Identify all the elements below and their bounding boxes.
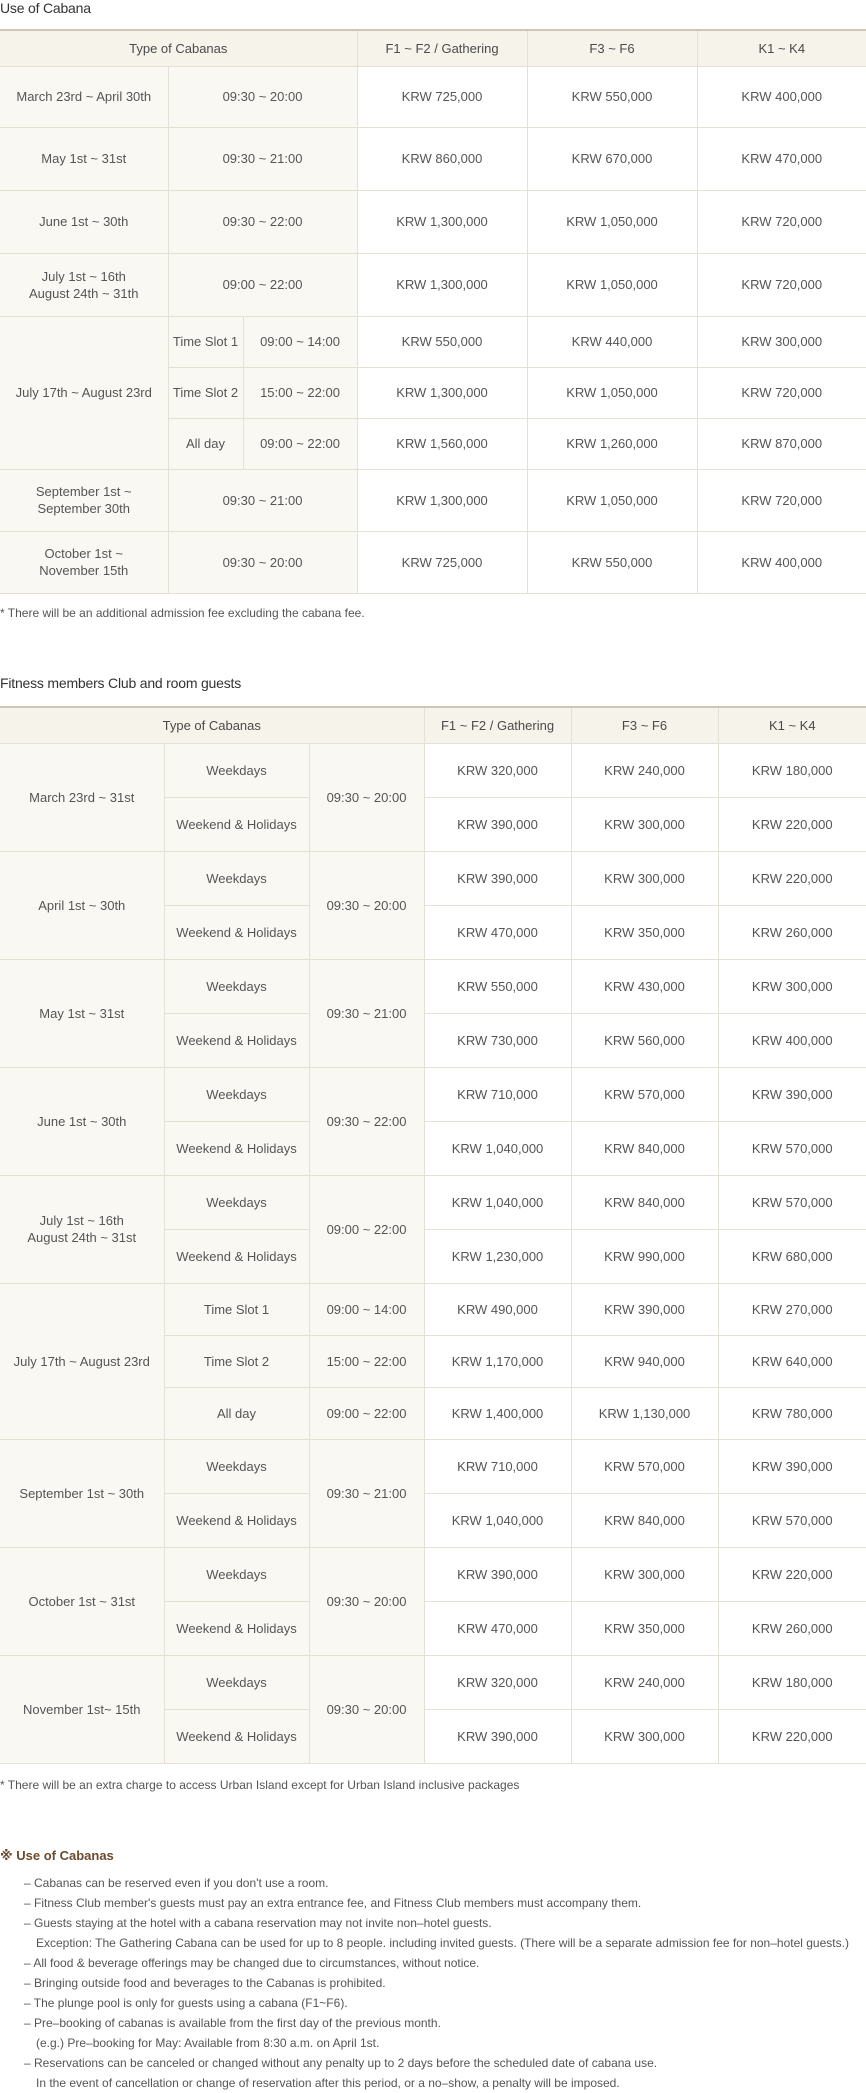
period-cell: September 1st ~ 30th	[0, 1439, 164, 1547]
table-row	[0, 253, 866, 316]
rule-subtext: In the event of cancellation or change of reservation after this period, or a no–show, a penalty will be imposed.	[36, 2076, 620, 2090]
price-f3-f6: KRW 300,000	[571, 1709, 718, 1763]
price-k1-k4: KRW 570,000	[718, 1493, 866, 1547]
price-k1-k4: KRW 180,000	[718, 743, 866, 797]
price-f3-f6: KRW 350,000	[571, 905, 718, 959]
price-f3-f6: KRW 240,000	[571, 1655, 718, 1709]
day-type-cell: Weekend & Holidays	[164, 797, 309, 851]
period-cell	[0, 469, 168, 531]
period-cell: July 17th ~ August 23rd	[0, 1283, 164, 1439]
price-f3-f6: KRW 440,000	[527, 316, 697, 367]
cabana-rates-table	[0, 29, 866, 594]
period-cell	[0, 1175, 164, 1283]
header-type: Type of Cabanas	[0, 30, 357, 66]
time-cell: 09:30 ~ 21:00	[168, 127, 357, 190]
rule-text: – Fitness Club member's guests must pay an extra entrance fee, and Fitness Club members must accompany them.	[24, 1896, 642, 1910]
price-f3-f6: KRW 840,000	[571, 1493, 718, 1547]
price-f3-f6: KRW 940,000	[571, 1335, 718, 1387]
period-cell: June 1st ~ 30th	[0, 1067, 164, 1175]
time-cell: 09:00 ~ 22:00	[309, 1175, 424, 1283]
time-cell: 09:30 ~ 21:00	[168, 469, 357, 531]
rule-item	[24, 1913, 849, 1953]
day-type-cell: Weekdays	[164, 1547, 309, 1601]
day-type-cell: Weekend & Holidays	[164, 905, 309, 959]
price-f3-f6: KRW 350,000	[571, 1601, 718, 1655]
day-type-cell: Weekdays	[164, 851, 309, 905]
price-f1-f2: KRW 860,000	[357, 127, 527, 190]
period-line: November 15th	[39, 563, 129, 578]
price-f1-f2: KRW 725,000	[357, 531, 527, 593]
time-cell: 09:30 ~ 20:00	[309, 1655, 424, 1763]
price-k1-k4: KRW 870,000	[697, 418, 866, 469]
slot-cell: All day	[164, 1387, 309, 1439]
day-type-cell: Weekdays	[164, 1175, 309, 1229]
price-k1-k4: KRW 300,000	[718, 959, 866, 1013]
price-k1-k4: KRW 260,000	[718, 905, 866, 959]
table-header-row	[0, 707, 866, 743]
price-f3-f6: KRW 570,000	[571, 1439, 718, 1493]
header-f1-f2: F1 ~ F2 / Gathering	[357, 30, 527, 66]
price-k1-k4: KRW 570,000	[718, 1175, 866, 1229]
price-f1-f2: KRW 1,300,000	[357, 190, 527, 253]
price-f3-f6: KRW 430,000	[571, 959, 718, 1013]
price-f3-f6: KRW 550,000	[527, 531, 697, 593]
price-f3-f6: KRW 550,000	[527, 66, 697, 127]
table-row	[0, 851, 866, 905]
day-type-cell: Weekdays	[164, 1067, 309, 1121]
period-cell: May 1st ~ 31st	[0, 959, 164, 1067]
price-f1-f2: KRW 1,040,000	[424, 1493, 571, 1547]
rule-text: – The plunge pool is only for guests using a cabana (F1~F6).	[24, 1996, 348, 2010]
price-f1-f2: KRW 1,560,000	[357, 418, 527, 469]
price-f1-f2: KRW 1,040,000	[424, 1175, 571, 1229]
day-type-cell: Weekdays	[164, 1439, 309, 1493]
header-f3-f6: F3 ~ F6	[571, 707, 718, 743]
price-f3-f6: KRW 300,000	[571, 1547, 718, 1601]
price-f3-f6: KRW 670,000	[527, 127, 697, 190]
price-k1-k4: KRW 220,000	[718, 797, 866, 851]
price-k1-k4: KRW 220,000	[718, 1547, 866, 1601]
rules-list	[24, 1873, 849, 2093]
price-f1-f2: KRW 390,000	[424, 1709, 571, 1763]
price-f1-f2: KRW 550,000	[424, 959, 571, 1013]
period-line: September 30th	[37, 501, 130, 516]
day-type-cell: Weekend & Holidays	[164, 1013, 309, 1067]
time-cell: 09:30 ~ 20:00	[168, 531, 357, 593]
slot-cell: Time Slot 1	[168, 316, 243, 367]
rule-subtext: (e.g.) Pre–booking for May: Available from 8:30 a.m. on April 1st.	[36, 2036, 380, 2050]
rule-item	[24, 1953, 849, 1973]
day-type-cell: Weekend & Holidays	[164, 1121, 309, 1175]
price-f1-f2: KRW 470,000	[424, 1601, 571, 1655]
period-line: October 1st ~	[44, 546, 123, 561]
rule-item	[24, 2053, 849, 2093]
price-f1-f2: KRW 320,000	[424, 743, 571, 797]
price-k1-k4: KRW 220,000	[718, 851, 866, 905]
period-cell: March 23rd ~ April 30th	[0, 66, 168, 127]
admission-fee-note: * There will be an additional admission fee excluding the cabana fee.	[0, 606, 365, 620]
price-f1-f2: KRW 320,000	[424, 1655, 571, 1709]
fitness-rates-body	[0, 743, 866, 1763]
price-k1-k4: KRW 390,000	[718, 1439, 866, 1493]
table-row	[0, 743, 866, 797]
period-cell: May 1st ~ 31st	[0, 127, 168, 190]
table-row	[0, 959, 866, 1013]
table-row	[0, 1175, 866, 1229]
price-k1-k4: KRW 400,000	[697, 531, 866, 593]
table-row	[0, 1283, 866, 1335]
price-f1-f2: KRW 710,000	[424, 1067, 571, 1121]
table-row	[0, 66, 866, 127]
rule-item	[24, 2013, 849, 2053]
header-k1-k4: K1 ~ K4	[697, 30, 866, 66]
section-title-fitness-members: Fitness members Club and room guests	[0, 675, 242, 691]
price-f1-f2: KRW 390,000	[424, 797, 571, 851]
table-row	[0, 1547, 866, 1601]
table-row	[0, 316, 866, 367]
day-type-cell: Weekend & Holidays	[164, 1229, 309, 1283]
price-f1-f2: KRW 390,000	[424, 851, 571, 905]
rule-text: – Guests staying at the hotel with a cabana reservation may not invite non–hotel guests.	[24, 1916, 492, 1930]
time-cell: 09:00 ~ 22:00	[168, 253, 357, 316]
price-f3-f6: KRW 1,050,000	[527, 190, 697, 253]
price-f1-f2: KRW 1,040,000	[424, 1121, 571, 1175]
period-cell: June 1st ~ 30th	[0, 190, 168, 253]
price-f1-f2: KRW 730,000	[424, 1013, 571, 1067]
rule-text: – Cabanas can be reserved even if you don't use a room.	[24, 1876, 329, 1890]
price-k1-k4: KRW 720,000	[697, 469, 866, 531]
day-type-cell: Weekdays	[164, 743, 309, 797]
price-k1-k4: KRW 570,000	[718, 1121, 866, 1175]
price-k1-k4: KRW 220,000	[718, 1709, 866, 1763]
rule-item	[24, 1873, 849, 1893]
price-f1-f2: KRW 490,000	[424, 1283, 571, 1335]
day-type-cell: Weekdays	[164, 1655, 309, 1709]
table-row	[0, 469, 866, 531]
time-cell: 09:00 ~ 22:00	[243, 418, 357, 469]
price-f3-f6: KRW 300,000	[571, 797, 718, 851]
price-k1-k4: KRW 390,000	[718, 1067, 866, 1121]
price-k1-k4: KRW 180,000	[718, 1655, 866, 1709]
table-header-row	[0, 30, 866, 66]
price-k1-k4: KRW 720,000	[697, 367, 866, 418]
day-type-cell: Weekend & Holidays	[164, 1709, 309, 1763]
table-row	[0, 190, 866, 253]
period-line: July 1st ~ 16th	[39, 1213, 124, 1228]
price-f3-f6: KRW 840,000	[571, 1121, 718, 1175]
price-f1-f2: KRW 550,000	[357, 316, 527, 367]
price-k1-k4: KRW 270,000	[718, 1283, 866, 1335]
price-f1-f2: KRW 710,000	[424, 1439, 571, 1493]
rule-text: – Pre–booking of cabanas is available from the first day of the previous month.	[24, 2016, 441, 2030]
slot-cell: Time Slot 2	[168, 367, 243, 418]
rule-item	[24, 1973, 849, 1993]
time-cell: 09:30 ~ 22:00	[168, 190, 357, 253]
price-f3-f6: KRW 560,000	[571, 1013, 718, 1067]
table-row	[0, 531, 866, 593]
slot-cell: Time Slot 2	[164, 1335, 309, 1387]
rule-text: – Reservations can be canceled or changed without any penalty up to 2 days before the scheduled date of cabana use.	[24, 2056, 658, 2070]
price-f3-f6: KRW 300,000	[571, 851, 718, 905]
price-k1-k4: KRW 400,000	[697, 66, 866, 127]
price-f1-f2: KRW 1,230,000	[424, 1229, 571, 1283]
price-f3-f6: KRW 240,000	[571, 743, 718, 797]
price-k1-k4: KRW 470,000	[697, 127, 866, 190]
time-cell: 09:30 ~ 21:00	[309, 1439, 424, 1547]
rule-text: – All food & beverage offerings may be changed due to circumstances, without notice.	[24, 1956, 480, 1970]
period-line: July 1st ~ 16th	[41, 268, 126, 284]
price-f1-f2: KRW 725,000	[357, 66, 527, 127]
period-line: August 24th ~ 31th	[28, 285, 139, 301]
price-f3-f6: KRW 390,000	[571, 1283, 718, 1335]
price-k1-k4: KRW 400,000	[718, 1013, 866, 1067]
rule-subtext: Exception: The Gathering Cabana can be used for up to 8 people. including invited guests. (There will be a separate admission fee for non–hotel guests.)	[36, 1936, 849, 1950]
section-title-use-of-cabana: Use of Cabana	[0, 0, 91, 16]
table-row	[0, 1067, 866, 1121]
time-cell: 09:00 ~ 14:00	[309, 1283, 424, 1335]
time-cell: 09:00 ~ 22:00	[309, 1387, 424, 1439]
price-f1-f2: KRW 1,300,000	[357, 253, 527, 316]
price-f3-f6: KRW 1,050,000	[527, 367, 697, 418]
time-cell: 09:30 ~ 22:00	[309, 1067, 424, 1175]
time-cell: 15:00 ~ 22:00	[309, 1335, 424, 1387]
table-row	[0, 1655, 866, 1709]
price-f3-f6: KRW 1,130,000	[571, 1387, 718, 1439]
slot-cell: Time Slot 1	[164, 1283, 309, 1335]
price-f1-f2: KRW 390,000	[424, 1547, 571, 1601]
rule-text: – Bringing outside food and beverages to the Cabanas is prohibited.	[24, 1976, 386, 1990]
price-k1-k4: KRW 720,000	[697, 253, 866, 316]
period-cell: March 23rd ~ 31st	[0, 743, 164, 851]
price-f1-f2: KRW 470,000	[424, 905, 571, 959]
period-line: August 24th ~ 31st	[27, 1230, 137, 1245]
price-f3-f6: KRW 840,000	[571, 1175, 718, 1229]
price-k1-k4: KRW 680,000	[718, 1229, 866, 1283]
time-cell: 09:00 ~ 14:00	[243, 316, 357, 367]
rule-item	[24, 1993, 849, 2013]
price-f3-f6: KRW 990,000	[571, 1229, 718, 1283]
table-row	[0, 127, 866, 190]
period-cell: April 1st ~ 30th	[0, 851, 164, 959]
header-type: Type of Cabanas	[0, 707, 424, 743]
period-cell: November 1st~ 15th	[0, 1655, 164, 1763]
price-f3-f6: KRW 1,050,000	[527, 253, 697, 316]
slot-cell: All day	[168, 418, 243, 469]
price-f3-f6: KRW 570,000	[571, 1067, 718, 1121]
price-f1-f2: KRW 1,300,000	[357, 469, 527, 531]
time-cell: 09:30 ~ 21:00	[309, 959, 424, 1067]
price-k1-k4: KRW 780,000	[718, 1387, 866, 1439]
price-f1-f2: KRW 1,400,000	[424, 1387, 571, 1439]
time-cell: 15:00 ~ 22:00	[243, 367, 357, 418]
price-f1-f2: KRW 1,170,000	[424, 1335, 571, 1387]
day-type-cell: Weekend & Holidays	[164, 1493, 309, 1547]
rule-item	[24, 1893, 849, 1913]
price-k1-k4: KRW 260,000	[718, 1601, 866, 1655]
price-f3-f6: KRW 1,050,000	[527, 469, 697, 531]
price-k1-k4: KRW 720,000	[697, 190, 866, 253]
period-line: September 1st ~	[35, 484, 132, 499]
time-cell: 09:30 ~ 20:00	[309, 1547, 424, 1655]
time-cell: 09:30 ~ 20:00	[168, 66, 357, 127]
price-k1-k4: KRW 640,000	[718, 1335, 866, 1387]
header-f3-f6: F3 ~ F6	[527, 30, 697, 66]
period-cell: July 17th ~ August 23rd	[0, 316, 168, 469]
rules-title: ※ Use of Cabanas	[0, 1848, 114, 1863]
table-row	[0, 1439, 866, 1493]
period-cell: October 1st ~ 31st	[0, 1547, 164, 1655]
period-cell	[0, 531, 168, 593]
price-k1-k4: KRW 300,000	[697, 316, 866, 367]
price-f3-f6: KRW 1,260,000	[527, 418, 697, 469]
header-f1-f2: F1 ~ F2 / Gathering	[424, 707, 571, 743]
urban-island-note: * There will be an extra charge to access Urban Island except for Urban Island inclusive packages	[0, 1778, 520, 1792]
day-type-cell: Weekend & Holidays	[164, 1601, 309, 1655]
fitness-rates-table	[0, 706, 866, 1764]
price-f1-f2: KRW 1,300,000	[357, 367, 527, 418]
time-cell: 09:30 ~ 20:00	[309, 851, 424, 959]
time-cell: 09:30 ~ 20:00	[309, 743, 424, 851]
period-cell	[0, 253, 168, 316]
day-type-cell: Weekdays	[164, 959, 309, 1013]
header-k1-k4: K1 ~ K4	[718, 707, 866, 743]
